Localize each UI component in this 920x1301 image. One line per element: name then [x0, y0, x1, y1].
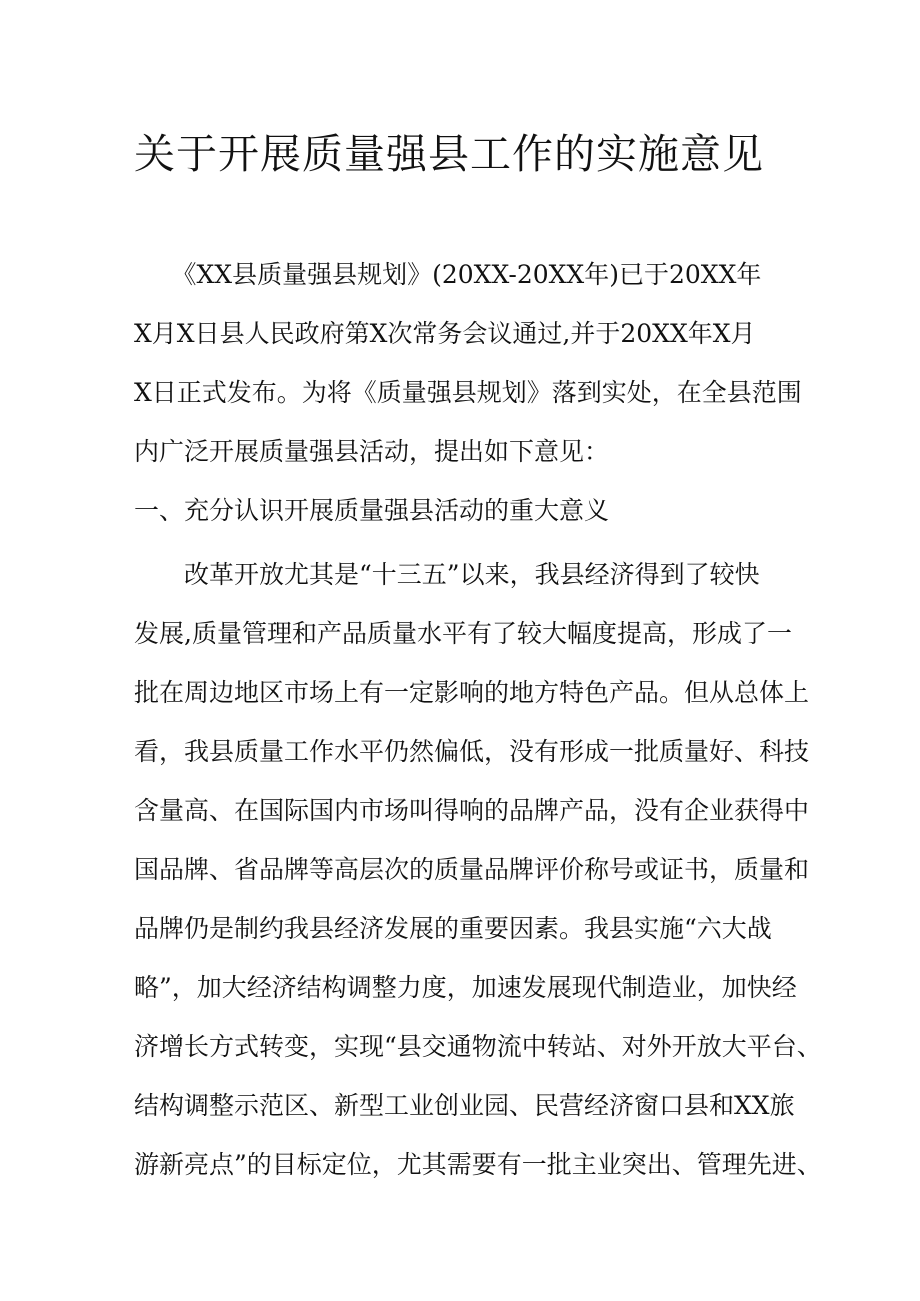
section-heading: 一、充分认识开展质量强县活动的重大意义: [134, 496, 610, 525]
body-line: 品牌仍是制约我县经济发展的重要因素。我县实施“六大战: [134, 914, 772, 943]
body-line: 结构调整示范区、新型工业创业园、民营经济窗口县和XX旅: [134, 1091, 795, 1120]
body-line: 略”，加大经济结构调整力度，加速发展现代制造业，加快经: [134, 973, 797, 1002]
body-line: 游新亮点”的目标定位，尤其需要有一批主业突出、管理先进、: [134, 1150, 822, 1179]
body-line: 发展,质量管理和产品质量水平有了较大幅度提高，形成了一: [134, 619, 792, 648]
document-title: 关于开展质量强县工作的实施意见: [134, 130, 764, 178]
body-line: 含量高、在国际国内市场叫得响的品牌产品，没有企业获得中: [134, 796, 810, 825]
body-line: X日正式发布。为将《质量强县规划》落到实处，在全县范围: [134, 378, 802, 407]
body-line: 批在周边地区市场上有一定影响的地方特色产品。但从总体上: [134, 678, 810, 707]
body-line: 内广泛开展质量强县活动，提出如下意见：: [134, 437, 610, 466]
body-line: 国品牌、省品牌等高层次的质量品牌评价称号或证书，质量和: [134, 855, 810, 884]
body-line: 《XX县质量强县规划》(20XX-20XX年)已于20XX年: [134, 260, 762, 289]
body-line: 看，我县质量工作水平仍然偏低，没有形成一批质量好、科技: [134, 737, 810, 766]
body-line: 改革开放尤其是“十三五”以来，我县经济得到了较快: [134, 560, 760, 589]
body-line: X月X日县人民政府第X次常务会议通过,并于20XX年X月: [134, 319, 756, 348]
body-line: 济增长方式转变，实现“县交通物流中转站、对外开放大平台、: [134, 1032, 822, 1061]
